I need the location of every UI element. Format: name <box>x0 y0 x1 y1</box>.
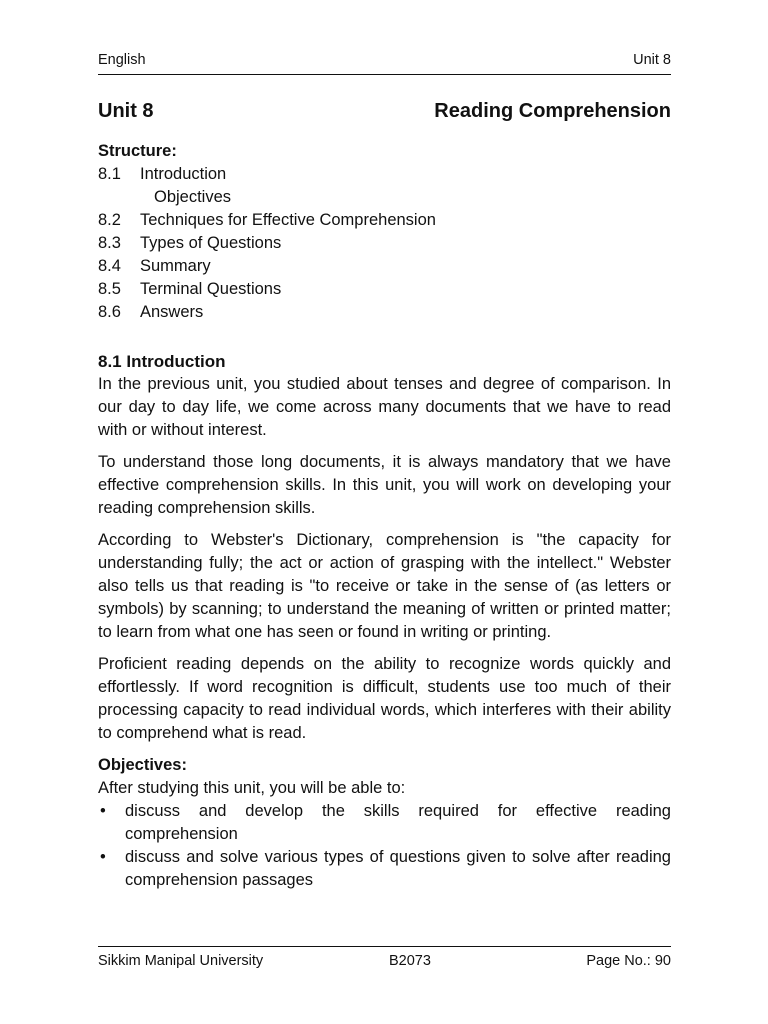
toc-item-label: Techniques for Effective Comprehension <box>140 211 436 229</box>
unit-number: Unit 8 <box>98 100 154 122</box>
list-item <box>98 846 671 892</box>
objectives-heading: Objectives: <box>98 756 187 774</box>
list-item-text: discuss and solve various types of questions given to solve after reading comprehension passages <box>125 848 671 889</box>
list-item-text: discuss and develop the skills required for effective reading comprehension <box>125 802 671 843</box>
bullet-icon: • <box>100 848 106 866</box>
toc-item <box>98 186 671 209</box>
toc-item-number <box>98 186 140 209</box>
running-header <box>98 52 671 75</box>
toc-item-number: 8.2 <box>98 211 121 229</box>
structure-list <box>98 163 671 324</box>
introduction-heading: 8.1 Introduction <box>98 352 226 371</box>
objectives-list <box>98 800 671 892</box>
toc-item <box>98 232 671 255</box>
toc-item-number: 8.3 <box>98 234 121 252</box>
paragraph: In the previous unit, you studied about tenses and degree of comparison. In our day to day life, we come across many documents that we have to read with or without interest. <box>98 375 671 439</box>
toc-item <box>98 209 671 232</box>
toc-item <box>98 278 671 301</box>
footer-page-number: Page No.: 90 <box>586 953 671 969</box>
toc-item <box>98 255 671 278</box>
toc-item <box>98 301 671 324</box>
toc-item-number: 8.4 <box>98 257 121 275</box>
toc-item <box>98 163 671 186</box>
paragraph: To understand those long documents, it is always mandatory that we have effective comprehension skills. In this unit, you will work on developing your reading comprehension skills. <box>98 453 671 517</box>
paragraph: Proficient reading depends on the ability to recognize words quickly and effortlessly. If word recognition is difficult, students use too much of their processing capacity to read individual words, which interferes with their ability to comprehend what is read. <box>98 655 671 742</box>
unit-title: Reading Comprehension <box>434 100 671 122</box>
list-item <box>98 800 671 846</box>
toc-item-label: Types of Questions <box>140 234 282 252</box>
toc-item-number: 8.5 <box>98 280 121 298</box>
toc-item-number: 8.1 <box>98 165 121 183</box>
toc-item-label: Answers <box>140 303 204 321</box>
page-content <box>98 140 671 892</box>
toc-item-number: 8.6 <box>98 303 121 321</box>
structure-heading: Structure: <box>98 142 177 160</box>
header-unit: Unit 8 <box>633 52 671 68</box>
footer-university: Sikkim Manipal University <box>98 953 264 969</box>
introduction-body <box>98 373 671 745</box>
toc-item-label: Introduction <box>140 165 227 183</box>
objectives-intro: After studying this unit, you will be able to: <box>98 779 406 797</box>
toc-item-label: Summary <box>140 257 211 275</box>
paragraph: According to Webster's Dictionary, comprehension is "the capacity for understanding fully; the act or action of grasping with the intellect." Webster also tells us that reading is "to receive or take in the sense of (as letters or symbols) by scanning; to understand the meaning of written or printed matter; to learn from what one has seen or found in writing or printing. <box>98 531 671 641</box>
bullet-icon: • <box>100 802 106 820</box>
header-subject: English <box>98 52 146 68</box>
toc-item-label: Objectives <box>154 188 232 206</box>
running-footer <box>98 946 671 975</box>
footer-course-code: B2073 <box>389 953 431 969</box>
toc-item-label: Terminal Questions <box>140 280 282 298</box>
